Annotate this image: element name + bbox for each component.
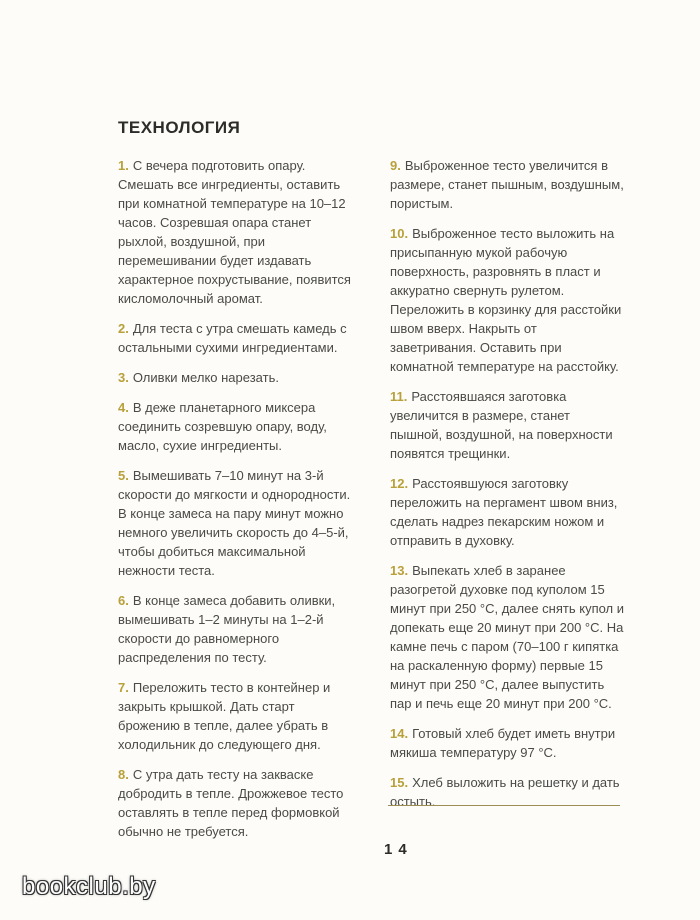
step-text: Выпекать хлеб в заранее разогретой духовке под куполом 15 минут при 250 °С, далее снять купол и допекать еще 20 минут при 200 °С. На камне печь с паром (70–100 г кипятка на раскаленную форму) первые 15 минут при 250 °С, далее выпустить пар и печь еще 20 минут при 200 °С.	[390, 563, 625, 711]
watermark: bookclub.by	[22, 873, 156, 900]
step-text: С вечера подготовить опару. Смешать все ингредиенты, оставить при комнатной температуре на 10–12 часов. Созревшая опара станет рыхлой, воздушной, при перемешивании будет издавать характерное похрустывание, появится кисломолочный аромат.	[118, 158, 351, 306]
step-text: Вымешивать 7–10 минут на 3-й скорости до мягкости и однородности. В конце замеса на пару минут можно немного увеличить скорость до 4–5-й, чтобы добиться максимальной нежности теста.	[118, 468, 351, 578]
step-number: 4.	[118, 400, 129, 415]
step-text: Готовый хлеб будет иметь внутри мякиша температуру 97 °С.	[390, 726, 616, 760]
step-item	[118, 156, 358, 308]
step-number: 9.	[390, 158, 401, 173]
step-item	[118, 765, 358, 841]
step-number: 12.	[390, 476, 409, 491]
section-divider	[388, 805, 620, 806]
step-item	[118, 398, 358, 455]
step-item	[388, 224, 624, 376]
step-number: 13.	[390, 563, 409, 578]
step-number: 11.	[390, 389, 408, 404]
right-column	[388, 156, 624, 822]
step-number: 8.	[118, 767, 129, 782]
step-text: Выброженное тесто выложить на присыпанную мукой рабочую поверхность, разровнять в пласт и аккуратно свернуть рулетом. Переложить в корзинку для расстойки швом вверх. Накрыть от заветривания. Оставить при комнатной температуре на расстойку.	[390, 226, 622, 374]
step-item	[388, 561, 624, 713]
step-text: Для теста с утра смешать камедь с остальными сухими ингредиентами.	[118, 321, 347, 355]
step-item	[388, 387, 624, 463]
step-item	[118, 368, 358, 387]
step-number: 3.	[118, 370, 129, 385]
step-text: В конце замеса добавить оливки, вымешивать 1–2 минуты на 1–2-й скорости до равномерного распределения по тесту.	[118, 593, 336, 665]
step-number: 14.	[390, 726, 409, 741]
step-number: 6.	[118, 593, 129, 608]
step-item	[388, 724, 624, 762]
step-item	[118, 466, 358, 580]
step-text: Переложить тесто в контейнер и закрыть крышкой. Дать старт брожению в тепле, далее убрать в холодильник до следующего дня.	[118, 680, 331, 752]
step-item	[118, 678, 358, 754]
step-text: Оливки мелко нарезать.	[132, 370, 279, 385]
step-number: 2.	[118, 321, 129, 336]
step-text: В деже планетарного миксера соединить созревшую опару, воду, масло, сухие ингредиенты.	[118, 400, 327, 453]
step-item	[388, 156, 624, 213]
step-number: 5.	[118, 468, 129, 483]
step-text: Выброженное тесто увеличится в размере, станет пышным, воздушным, пористым.	[390, 158, 624, 211]
step-text: Расстоявшуюся заготовку переложить на пергамент швом вниз, сделать надрез пекарским ножом и отправить в духовку.	[390, 476, 618, 548]
step-item	[118, 591, 358, 667]
step-item	[118, 319, 358, 357]
step-number: 10.	[390, 226, 409, 241]
step-number: 7.	[118, 680, 129, 695]
step-text: Хлеб выложить на решетку и дать остыть.	[390, 775, 620, 809]
step-number: 15.	[390, 775, 409, 790]
page-title: ТЕХНОЛОГИЯ	[118, 118, 241, 137]
page-number: 14	[384, 841, 413, 858]
step-text: Расстоявшаяся заготовка увеличится в размере, станет пышной, воздушной, на поверхности появятся трещинки.	[390, 389, 613, 461]
left-column	[118, 156, 358, 852]
step-number: 1.	[118, 158, 129, 173]
step-text: С утра дать тесту на закваске добродить в тепле. Дрожжевое тесто оставлять в тепле перед формовкой обычно не требуется.	[118, 767, 344, 839]
step-item	[388, 474, 624, 550]
